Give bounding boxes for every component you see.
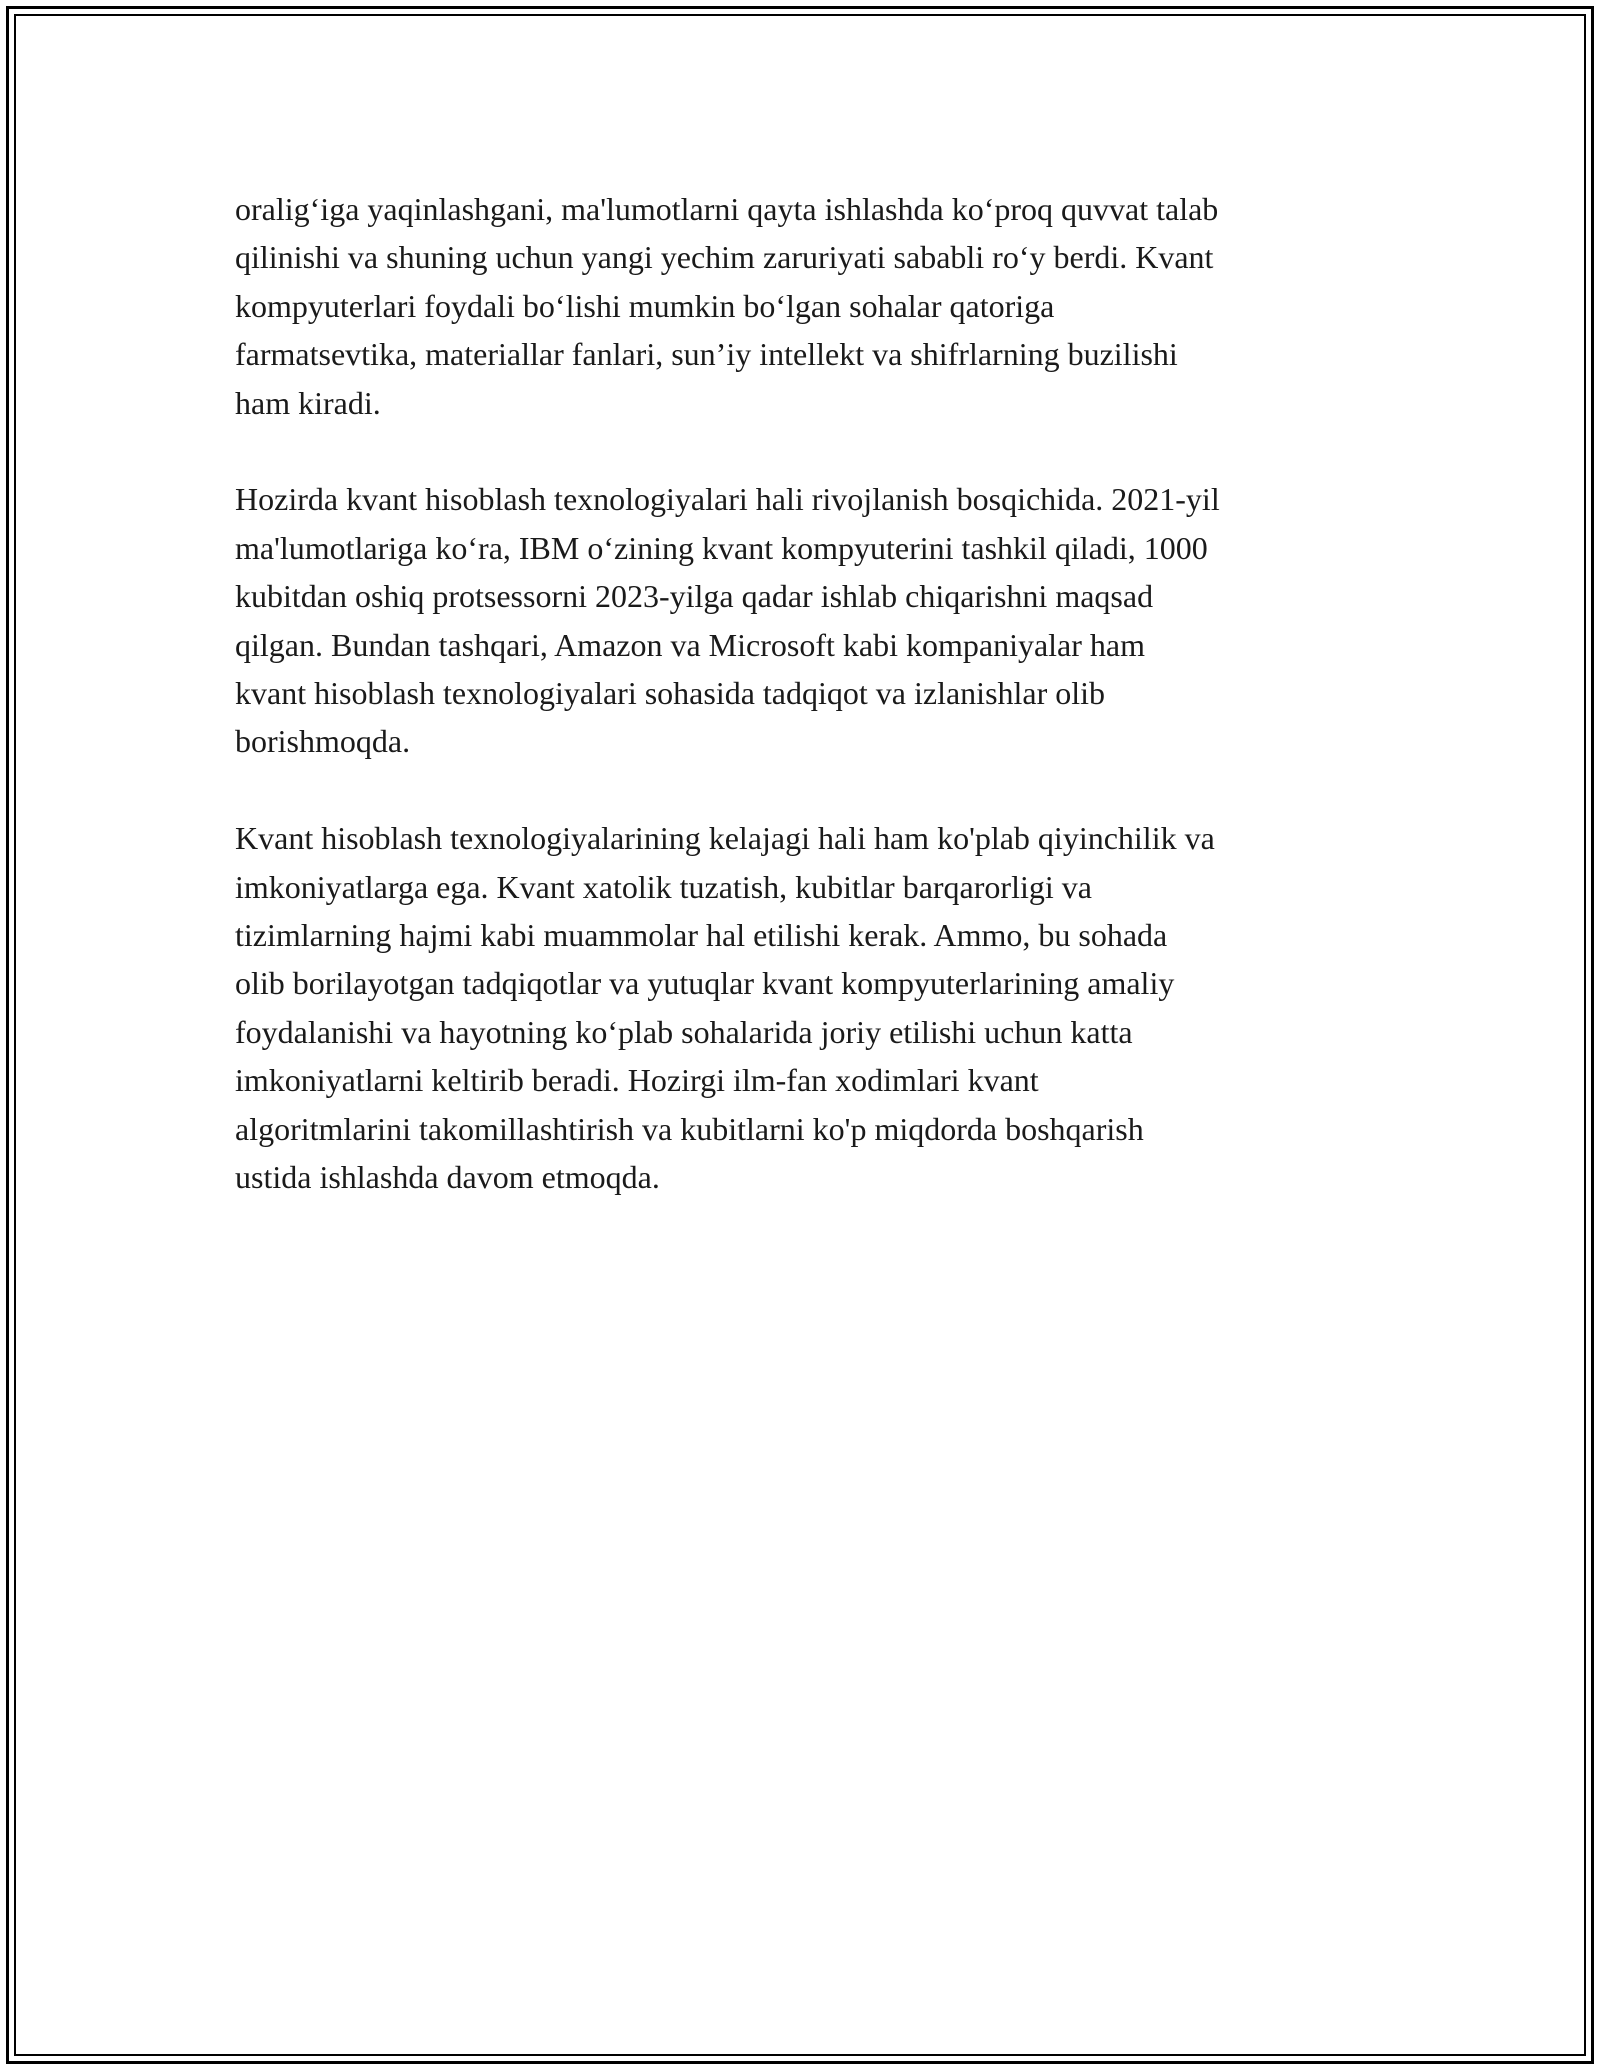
paragraph-3 bbox=[235, 814, 1370, 1201]
text-line: imkoniyatlarni keltirib beradi. Hozirgi ilm-fan xodimlari kvant bbox=[235, 1062, 1039, 1099]
text-line: foydalanishi va hayotning ko‘plab sohalarida joriy etilishi uchun katta bbox=[235, 1013, 1133, 1050]
text-line: kvant hisoblash texnologiyalari sohasida tadqiqot va izlanishlar olib bbox=[235, 675, 1106, 712]
text-line: qilgan. Bundan tashqari, Amazon va Microsoft kabi kompaniyalar ham bbox=[235, 626, 1145, 663]
paragraph-2 bbox=[235, 475, 1370, 765]
document-body bbox=[235, 185, 1370, 1250]
text-line: kompyuterlari foydali bo‘lishi mumkin bo‘lgan sohalar qatoriga bbox=[235, 287, 1055, 324]
text-line: tizimlarning hajmi kabi muammolar hal etilishi kerak. Ammo, bu sohada bbox=[235, 917, 1168, 954]
text-line: kubitdan oshiq protsessorni 2023-yilga qadar ishlab chiqarishni maqsad bbox=[235, 578, 1154, 615]
text-line: imkoniyatlarga ega. Kvant xatolik tuzatish, kubitlar barqarorligi va bbox=[235, 868, 1092, 905]
text-line: Hozirda kvant hisoblash texnologiyalari hali rivojlanish bosqichida. 2021-yil bbox=[235, 481, 1220, 518]
text-line: oralig‘iga yaqinlashgani, ma'lumotlarni qayta ishlashda ko‘proq quvvat talab bbox=[235, 191, 1219, 227]
text-line: olib borilayotgan tadqiqotlar va yutuqlar kvant kompyuterlarining amaliy bbox=[235, 965, 1175, 1002]
text-line: ma'lumotlariga ko‘ra, IBM o‘zining kvant kompyuterini tashkil qiladi, 1000 bbox=[235, 529, 1208, 566]
text-line: algoritmlarini takomillashtirish va kubitlarni ko'p miqdorda boshqarish bbox=[235, 1110, 1144, 1147]
text-line: farmatsevtika, materiallar fanlari, sun’iy intellekt va shifrlarning buzilishi bbox=[235, 336, 1178, 373]
text-line: ustida ishlashda davom etmoqda. bbox=[235, 1159, 660, 1196]
text-line: Kvant hisoblash texnologiyalarining kelajagi hali ham ko'plab qiyinchilik va bbox=[235, 820, 1215, 857]
text-line: borishmoqda. bbox=[235, 723, 411, 760]
paragraph-1 bbox=[235, 185, 1370, 427]
text-line: qilinishi va shuning uchun yangi yechim zaruriyati sababli ro‘y berdi. Kvant bbox=[235, 239, 1214, 276]
text-line: ham kiradi. bbox=[235, 384, 381, 421]
